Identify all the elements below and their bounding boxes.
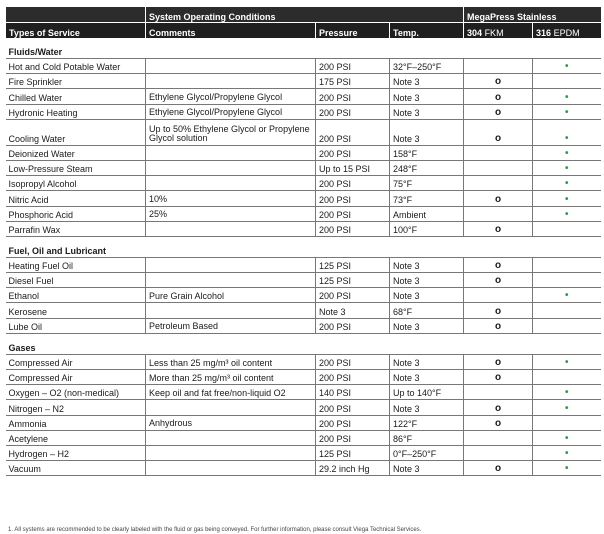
service-compatibility-table	[5, 7, 601, 476]
service-cell: Heating Fuel Oil	[6, 257, 146, 272]
temp-cell: Note 3	[390, 400, 464, 415]
temp-cell: Note 3	[390, 318, 464, 333]
temp-cell: 86°F	[390, 430, 464, 445]
open-circle-mark: o	[494, 260, 502, 272]
table-row	[6, 430, 601, 445]
green-dot-mark: •	[565, 193, 569, 205]
temp-cell: 68°F	[390, 303, 464, 318]
header-304-label: 304	[467, 28, 483, 38]
section-header-row	[6, 236, 601, 257]
green-dot-mark: •	[565, 432, 569, 444]
green-dot-mark: •	[565, 106, 569, 118]
header-blank	[6, 7, 146, 23]
table-row	[6, 445, 601, 460]
table-row	[6, 145, 601, 160]
epdm-316-cell	[533, 461, 601, 476]
comments-cell	[146, 461, 316, 476]
epdm-316-cell	[533, 145, 601, 160]
table-row	[6, 176, 601, 191]
comments-cell	[146, 176, 316, 191]
fkm-304-cell	[464, 191, 533, 206]
section-title: Gases	[8, 342, 36, 353]
temp-cell: Note 3	[390, 74, 464, 89]
fkm-304-cell	[464, 430, 533, 445]
service-cell: Low-Pressure Steam	[6, 160, 146, 175]
header-types-of-service: Types of Service	[6, 23, 146, 39]
comments-cell	[146, 303, 316, 318]
epdm-316-cell	[533, 273, 601, 288]
open-circle-mark: o	[494, 357, 502, 368]
fkm-304-cell	[464, 461, 533, 476]
section-header-row	[6, 38, 601, 59]
service-cell: Nitrogen – N2	[6, 400, 146, 415]
temp-cell: Note 3	[390, 461, 464, 476]
table-row	[6, 206, 601, 221]
table-row	[6, 288, 601, 303]
epdm-316-cell	[533, 176, 601, 191]
epdm-316-cell	[533, 221, 601, 236]
table-row	[6, 89, 601, 104]
temp-cell: Ambient	[390, 206, 464, 221]
table-row	[6, 400, 601, 415]
fkm-304-cell	[464, 145, 533, 160]
green-dot-mark: •	[565, 463, 569, 475]
fkm-304-cell	[464, 354, 533, 369]
epdm-316-cell	[533, 59, 601, 74]
pressure-cell: 200 PSI	[316, 191, 390, 206]
open-circle-mark: o	[494, 463, 502, 475]
epdm-316-cell	[533, 303, 601, 318]
temp-cell: Up to 140°F	[390, 385, 464, 400]
pressure-cell: 200 PSI	[316, 430, 390, 445]
service-cell: Hot and Cold Potable Water	[6, 59, 146, 74]
comments-cell: Ethylene Glycol/Propylene Glycol	[146, 89, 316, 104]
green-dot-mark: •	[565, 448, 569, 460]
header-epdm-label: EPDM	[553, 28, 580, 38]
green-dot-mark: •	[565, 387, 569, 399]
temp-cell: Note 3	[390, 354, 464, 369]
service-cell: Compressed Air	[6, 354, 146, 369]
fkm-304-cell	[464, 59, 533, 74]
comments-cell: Ethylene Glycol/Propylene Glycol	[146, 104, 316, 119]
fkm-304-cell	[464, 400, 533, 415]
table-row	[6, 385, 601, 400]
green-dot-mark: •	[565, 61, 569, 73]
service-cell: Fire Sprinkler	[6, 74, 146, 89]
header-pressure: Pressure	[316, 23, 390, 39]
table-row	[6, 318, 601, 333]
epdm-316-cell	[533, 191, 601, 206]
pressure-cell: 200 PSI	[316, 104, 390, 119]
pressure-cell: 125 PSI	[316, 257, 390, 272]
comments-cell: Less than 25 mg/m³ oil content	[146, 354, 316, 369]
table-row	[6, 104, 601, 119]
temp-cell: 122°F	[390, 415, 464, 430]
open-circle-mark: o	[494, 402, 502, 414]
comments-cell	[146, 445, 316, 460]
fkm-304-cell	[464, 288, 533, 303]
comments-cell	[146, 257, 316, 272]
footnote: 1. All systems are recommended to be clearly labeled with the fluid or gas being conveyed. For further information, please consult Viega Technical Services.	[8, 527, 422, 533]
fkm-304-cell	[464, 206, 533, 221]
fkm-304-cell	[464, 318, 533, 333]
fkm-304-cell	[464, 160, 533, 175]
comments-cell	[146, 59, 316, 74]
header-temp: Temp.	[390, 23, 464, 39]
open-circle-mark: o	[494, 417, 502, 429]
epdm-316-cell	[533, 370, 601, 385]
comments-cell: Petroleum Based	[146, 318, 316, 333]
fkm-304-cell	[464, 104, 533, 119]
temp-cell: Note 3	[390, 119, 464, 145]
header-304-fkm	[464, 23, 533, 39]
service-cell: Chilled Water	[6, 89, 146, 104]
pressure-cell: 200 PSI	[316, 354, 390, 369]
service-cell: Parrafin Wax	[6, 221, 146, 236]
comments-cell: 10%	[146, 191, 316, 206]
pressure-cell: 200 PSI	[316, 89, 390, 104]
header-megapress-stainless: MegaPress Stainless	[464, 7, 601, 23]
green-dot-mark: •	[565, 208, 569, 220]
open-circle-mark: o	[494, 223, 502, 235]
table-row	[6, 303, 601, 318]
temp-cell: 248°F	[390, 160, 464, 175]
pressure-cell: 200 PSI	[316, 370, 390, 385]
pressure-cell: 200 PSI	[316, 206, 390, 221]
temp-cell: 100°F	[390, 221, 464, 236]
epdm-316-cell	[533, 385, 601, 400]
comments-cell: Anhydrous	[146, 415, 316, 430]
fkm-304-cell	[464, 303, 533, 318]
epdm-316-cell	[533, 89, 601, 104]
comments-cell	[146, 160, 316, 175]
header-316-epdm	[533, 23, 601, 39]
header-316-label: 316	[536, 28, 552, 38]
epdm-316-cell	[533, 119, 601, 145]
section-title: Fluids/Water	[8, 47, 63, 57]
fkm-304-cell	[464, 370, 533, 385]
service-cell: Nitric Acid	[6, 191, 146, 206]
epdm-316-cell	[533, 430, 601, 445]
service-cell: Deionized Water	[6, 145, 146, 160]
temp-cell: 75°F	[390, 176, 464, 191]
green-dot-mark: •	[565, 147, 569, 159]
service-cell: Cooling Water	[6, 119, 146, 145]
pressure-cell: 29.2 inch Hg	[316, 461, 390, 476]
epdm-316-cell	[533, 160, 601, 175]
epdm-316-cell	[533, 104, 601, 119]
table-row	[6, 415, 601, 430]
service-cell: Isopropyl Alcohol	[6, 176, 146, 191]
green-dot-mark: •	[565, 290, 569, 302]
epdm-316-cell	[533, 400, 601, 415]
table-row	[6, 191, 601, 206]
comments-cell: Keep oil and fat free/non-liquid O2	[146, 385, 316, 400]
table-header	[6, 7, 601, 38]
open-circle-mark: o	[494, 275, 502, 287]
table-row	[6, 221, 601, 236]
service-cell: Diesel Fuel	[6, 273, 146, 288]
fkm-304-cell	[464, 385, 533, 400]
table-row	[6, 370, 601, 385]
service-cell: Phosphoric Acid	[6, 206, 146, 221]
fkm-304-cell	[464, 273, 533, 288]
pressure-cell: 200 PSI	[316, 400, 390, 415]
open-circle-mark: o	[494, 106, 502, 118]
table-row	[6, 354, 601, 369]
header-comments: Comments	[146, 23, 316, 39]
table-row	[6, 461, 601, 476]
table-row	[6, 119, 601, 145]
epdm-316-cell	[533, 445, 601, 460]
comments-cell	[146, 273, 316, 288]
service-cell: Oxygen – O2 (non-medical)	[6, 385, 146, 400]
epdm-316-cell	[533, 74, 601, 89]
table-row	[6, 273, 601, 288]
open-circle-mark: o	[494, 193, 502, 205]
pressure-cell: 200 PSI	[316, 288, 390, 303]
section-title: Fuel, Oil and Lubricant	[8, 245, 107, 256]
green-dot-mark: •	[565, 178, 569, 190]
table-row	[6, 257, 601, 272]
fkm-304-cell	[464, 221, 533, 236]
pressure-cell: 200 PSI	[316, 176, 390, 191]
green-dot-mark: •	[565, 357, 569, 368]
green-dot-mark: •	[565, 402, 569, 414]
temp-cell: 32°F–250°F	[390, 59, 464, 74]
table-body	[6, 38, 601, 476]
comments-cell: 25%	[146, 206, 316, 221]
comments-cell	[146, 221, 316, 236]
section-header-row	[6, 333, 601, 354]
pressure-cell: 200 PSI	[316, 221, 390, 236]
table-row	[6, 59, 601, 74]
fkm-304-cell	[464, 89, 533, 104]
pressure-cell: 200 PSI	[316, 145, 390, 160]
epdm-316-cell	[533, 415, 601, 430]
temp-cell: 158°F	[390, 145, 464, 160]
header-fkm-label: FKM	[484, 28, 504, 38]
pressure-cell: 125 PSI	[316, 445, 390, 460]
service-cell: Compressed Air	[6, 370, 146, 385]
service-cell: Kerosene	[6, 303, 146, 318]
service-cell: Acetylene	[6, 430, 146, 445]
pressure-cell: 200 PSI	[316, 415, 390, 430]
pressure-cell: Up to 15 PSI	[316, 160, 390, 175]
pressure-cell: 125 PSI	[316, 273, 390, 288]
fkm-304-cell	[464, 257, 533, 272]
open-circle-mark: o	[494, 372, 502, 384]
open-circle-mark: o	[494, 91, 502, 103]
comments-cell	[146, 74, 316, 89]
service-cell: Ammonia	[6, 415, 146, 430]
service-cell: Vacuum	[6, 461, 146, 476]
green-dot-mark: •	[565, 91, 569, 103]
table-row	[6, 160, 601, 175]
epdm-316-cell	[533, 206, 601, 221]
temp-cell: Note 3	[390, 89, 464, 104]
fkm-304-cell	[464, 176, 533, 191]
service-cell: Hydronic Heating	[6, 104, 146, 119]
temp-cell: 73°F	[390, 191, 464, 206]
temp-cell: Note 3	[390, 370, 464, 385]
temp-cell: Note 3	[390, 104, 464, 119]
open-circle-mark: o	[494, 76, 502, 88]
fkm-304-cell	[464, 119, 533, 145]
open-circle-mark: o	[494, 132, 502, 144]
temp-cell: Note 3	[390, 257, 464, 272]
comments-cell	[146, 430, 316, 445]
pressure-cell: 200 PSI	[316, 318, 390, 333]
temp-cell: Note 3	[390, 273, 464, 288]
comments-cell	[146, 400, 316, 415]
epdm-316-cell	[533, 257, 601, 272]
temp-cell: 0°F–250°F	[390, 445, 464, 460]
service-cell: Ethanol	[6, 288, 146, 303]
table-row	[6, 74, 601, 89]
green-dot-mark: •	[565, 132, 569, 144]
pressure-cell: 200 PSI	[316, 119, 390, 145]
pressure-cell: Note 3	[316, 303, 390, 318]
header-system-operating-conditions: System Operating Conditions	[146, 7, 464, 23]
epdm-316-cell	[533, 318, 601, 333]
pressure-cell: 140 PSI	[316, 385, 390, 400]
green-dot-mark: •	[565, 163, 569, 175]
comments-cell: Pure Grain Alcohol	[146, 288, 316, 303]
pressure-cell: 175 PSI	[316, 74, 390, 89]
fkm-304-cell	[464, 445, 533, 460]
pressure-cell: 200 PSI	[316, 59, 390, 74]
open-circle-mark: o	[494, 305, 502, 317]
temp-cell: Note 3	[390, 288, 464, 303]
comments-cell: Up to 50% Ethylene Glycol or Propylene Glycol solution	[146, 119, 316, 145]
comments-cell: More than 25 mg/m³ oil content	[146, 370, 316, 385]
service-cell: Hydrogen – H2	[6, 445, 146, 460]
comments-cell	[146, 145, 316, 160]
service-cell: Lube Oil	[6, 318, 146, 333]
epdm-316-cell	[533, 288, 601, 303]
fkm-304-cell	[464, 74, 533, 89]
open-circle-mark: o	[494, 320, 502, 332]
fkm-304-cell	[464, 415, 533, 430]
epdm-316-cell	[533, 354, 601, 369]
